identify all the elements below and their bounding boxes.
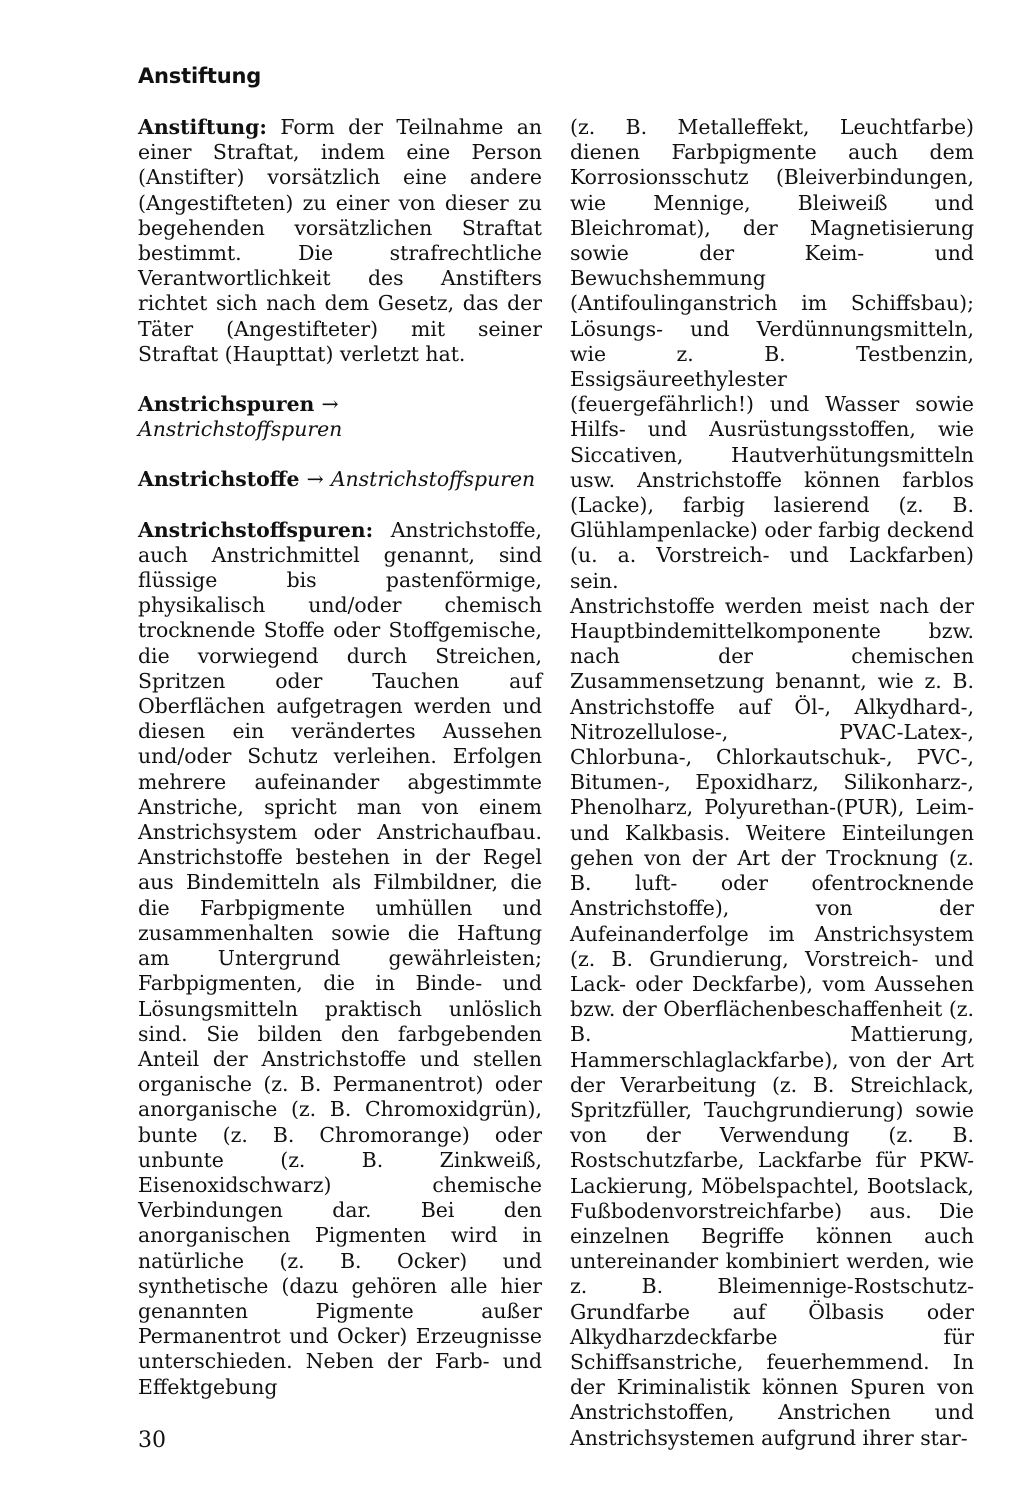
entry-anstrichstoffe <box>138 467 542 492</box>
entry-text-paragraph: Anstrichstoffe werden meist nach der Hauptbindemittelkomponente bzw. nach der chemischen Zusammensetzung benannt, wie z. B. Anstrichstoffe auf Öl-, Alkydhard-, Nitrozellulose-, PVAC-Latex-, Chlorbuna-, Chlorkautschuk-, PVC-, Bitumen-, Epoxidharz, Silikonharz-, Phenolharz, Polyurethan-(PUR), Leim- und Kalkbasis. Weitere Einteilungen gehen von der Art der Trocknung (z. B. luft- oder ofentrocknende Anstrichstoffe), von der Aufeinanderfolge im Anstrichsystem (z. B. Grundierung, Vorstreich- und Lack- oder Deckfarbe), vom Aussehen bzw. der Oberflächenbeschaffenheit (z. B. Mattierung, Hammerschlaglackfarbe), von der Art der Verarbeitung (z. B. Streichlack, Spritzfüller, Tauchgrundierung) sowie von der Verwendung (z. B. Rostschutzfarbe, Lackfarbe für PKW-Lackierung, Möbelspachtel, Bootslack, Fußbodenvorstreichfarbe) aus. Die einzelnen Begriffe können auch untereinander kombiniert werden, wie z. B. Bleimennige-Rostschutz-Grundfarbe auf Ölbasis oder Alkydharzdeckfarbe für Schiffsanstriche, feuerhemmend. In der Kriminalistik können Spuren von Anstrichstoffen, Anstrichen und Anstrichsystemen aufgrund ihrer star- <box>570 593 974 1450</box>
entry-anstrichspuren <box>138 392 542 442</box>
cross-reference-arrow-icon: → <box>321 392 339 417</box>
entry-headword: Anstrichstoffspuren: <box>138 517 374 542</box>
cross-reference-arrow-icon: → <box>306 467 324 492</box>
entry-text: Anstrichstoffe, auch Anstrichmittel genannt, sind flüssige bis pastenförmige, physikalisch und/oder chemisch trocknende Stoffe oder Stoffgemische, die vorwiegend durch Streichen, Spritzen oder Tauchen auf Oberflächen aufgetragen werden und diesen ein verändertes Aussehen und/oder Schutz verleihen. Erfolgen mehrere aufeinander abgestimmte Anstriche, spricht man von einem Anstrichsystem oder Anstrichaufbau. Anstrichstoffe bestehen in der Regel aus Bindemitteln als Filmbildner, die die Farbpigmente umhüllen und zusammenhalten sowie die Haftung am Untergrund gewährleisten; Farbpigmenten, die in Binde- und Lösungsmitteln praktisch unlöslich sind. Sie bilden den farbgebenden Anteil der Anstrichstoffe und stellen organische (z. B. Permanentrot) oder anorganische (z. B. Chromoxidgrün), bunte (z. B. Chromorange) oder unbunte (z. B. Zinkweiß, Eisenoxidschwarz) chemische Verbindungen dar. Bei den anorganischen Pigmenten wird in natürliche (z. B. Ocker) und synthetische (dazu gehören alle hier genannten Pigmente außer Permanentrot und Ocker) Erzeugnisse unterschieden. Neben der Farb- und Effektgebung <box>138 517 542 1399</box>
running-head: Anstiftung <box>138 64 262 88</box>
left-column <box>138 115 542 1425</box>
entry-anstrichstoffspuren <box>138 518 542 1400</box>
right-column <box>570 115 974 1451</box>
entry-text-continued: (z. B. Metalleffekt, Leuchtfarbe) dienen Farbpigmente auch dem Korrosionsschutz (Bleiverbindungen, wie Mennige, Bleiweiß und Bleichromat), der Magnetisierung sowie der Keim- und Bewuchshemmung (Antifoulinganstrich im Schiffsbau); Lösungs- und Verdünnungsmitteln, wie z. B. Testbenzin, Essigsäureethylester (feuergefährlich!) und Wasser sowie Hilfs- und Ausrüstungsstoffen, wie Siccativen, Hautverhütungsmitteln usw. Anstrichstoffe können farblos (Lacke), farbig lasierend (z. B. Glühlampenlacke) oder farbig deckend (u. a. Vorstreich- und Lackfarben) sein. <box>570 115 974 593</box>
page-number: 30 <box>138 1428 166 1453</box>
cross-reference: Anstrichstoffspuren <box>330 467 536 492</box>
cross-reference: Anstrichstoffspuren <box>138 417 343 442</box>
entry-headword: Anstrichspuren <box>138 392 315 417</box>
entry-text: Form der Teilnahme an einer Straftat, indem eine Person (Anstifter) vorsätzlich eine andere (Angestifteten) zu einer von dieser zu begehenden vorsätzlichen Straftat bestimmt. Die strafrechtliche Verantwortlichkeit des Anstifters richtet sich nach dem Gesetz, das der Täter (Angestifteter) mit seiner Straftat (Haupttat) verletzt hat. <box>138 115 543 366</box>
entry-headword: Anstiftung: <box>138 115 267 139</box>
entry-headword: Anstrichstoffe <box>138 467 300 492</box>
entry-anstiftung <box>138 115 542 367</box>
